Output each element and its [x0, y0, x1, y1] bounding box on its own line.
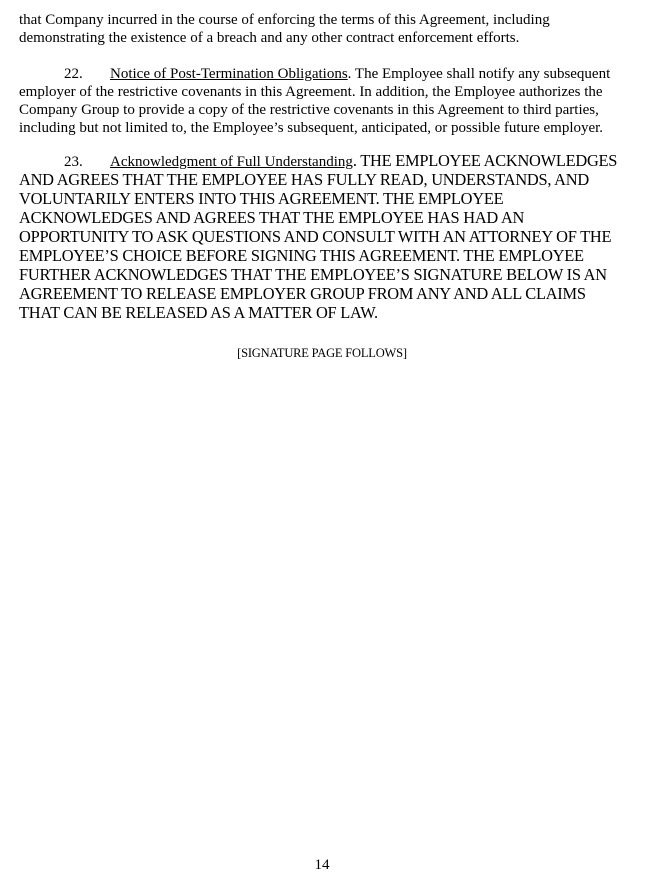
section-22-body: . The Employee shall notify any subsequent employer of the restrictive covenants in this Agreement. In addition, the Employee authorizes the Company Group to provide a copy of the restrictive covenants in this Agreement to third parties, including but not limited to, the Employee’s subsequent, anticipated, or possible future employer.: [19, 66, 611, 136]
document-page: [19, 11, 625, 323]
section-23-paragraph: [19, 152, 625, 323]
section-23-heading: Acknowledgment of Full Understanding: [110, 154, 353, 170]
continuation-paragraph: that Company incurred in the course of enforcing the terms of this Agreement, including demonstrating the existence of a breach and any other contract enforcement efforts.: [19, 12, 550, 46]
section-22-paragraph: [19, 65, 625, 137]
section-23-body: . THE EMPLOYEE ACKNOWLEDGES AND AGREES THAT THE EMPLOYEE HAS FULLY READ, UNDERSTANDS, AND VOLUNTARILY ENTERS INTO THIS AGREEMENT. THE EMPLOYEE ACKNOWLEDGES AND AGREES THAT THE EMPLOYEE HAS HAD AN OPPORTUNITY TO ASK QUESTIONS AND CONSULT WITH AN ATTORNEY OF THE EMPLOYEE’S CHOICE BEFORE SIGNING THIS AGREEMENT. THE EMPLOYEE FURTHER ACKNOWLEDGES THAT THE EMPLOYEE’S SIGNATURE BELOW IS AN AGREEMENT TO RELEASE EMPLOYER GROUP FROM ANY AND ALL CLAIMS THAT CAN BE RELEASED AS A MATTER OF LAW.: [19, 151, 618, 322]
section-22-number: 22.: [64, 66, 83, 82]
section-22-heading: Notice of Post-Termination Obligations: [110, 66, 348, 82]
section-23-number: 23.: [64, 154, 83, 170]
page-number: 14: [314, 857, 330, 873]
signature-page-note: [SIGNATURE PAGE FOLLOWS]: [237, 346, 407, 360]
